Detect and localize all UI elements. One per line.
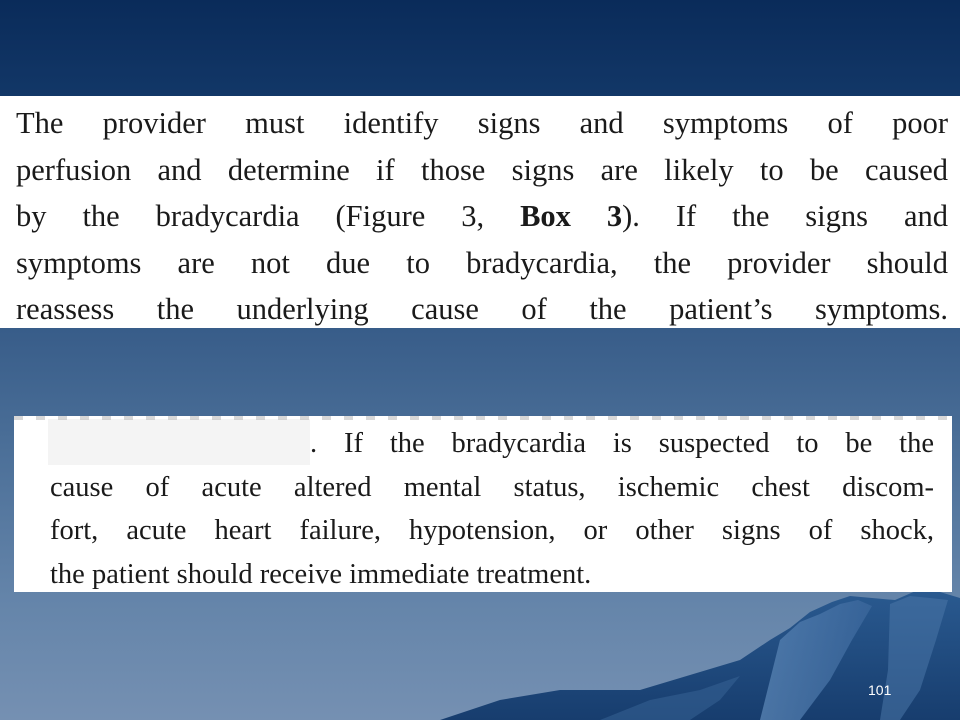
excerpt-2-line-3: fort, acute heart failure, hypotension, or other signs of shock, [50, 515, 934, 546]
page-number: 101 [868, 682, 892, 698]
excerpt-1-line-3 [16, 193, 948, 240]
excerpt-1-line-3-end: ). If the signs and [622, 199, 949, 234]
excerpt-1-line-2: perfusion and determine if those signs are likely to be caused [16, 152, 948, 187]
cropped-text-edge [14, 416, 952, 420]
excerpt-1-line-5: reassess the underlying cause of the patient’s symptoms. [16, 292, 948, 327]
redacted-text-block [48, 419, 310, 465]
excerpt-1-line-1: The provider must identify signs and symptoms of poor [16, 106, 948, 140]
excerpt-2-line-1 [50, 422, 934, 466]
excerpt-2-line-4: the patient should receive immediate treatment. [50, 558, 592, 590]
excerpt-1-line-4: symptoms are not due to bradycardia, the provider should [16, 245, 948, 280]
box-3-reference: Box 3 [520, 199, 623, 234]
excerpt-2-line-1-text: . If the bradycardia is suspected to be the [310, 428, 934, 459]
excerpt-perfusion-assessment [0, 96, 960, 328]
excerpt-immediate-treatment [14, 416, 952, 592]
excerpt-1-line-3-start: by the bradycardia (Figure 3, [16, 199, 521, 234]
excerpt-2-line-2: cause of acute altered mental status, ischemic chest discom- [50, 471, 934, 503]
